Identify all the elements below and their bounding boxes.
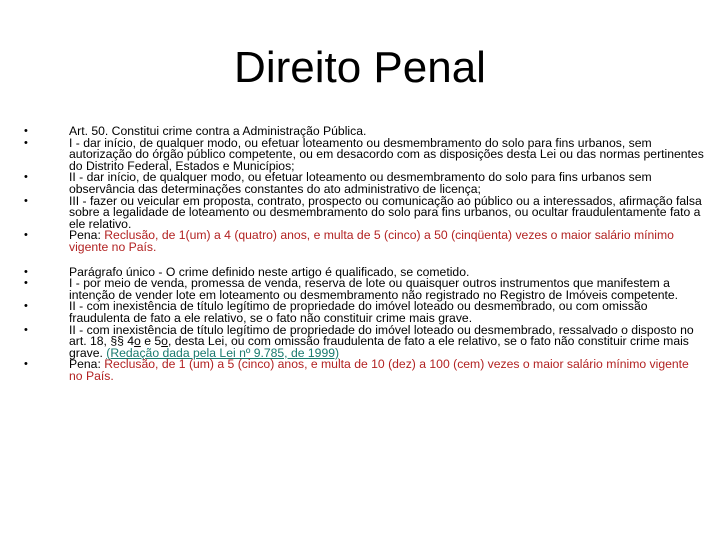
redacao-link[interactable]: (Redação dada pela Lei nº 9.785, de 1999)	[106, 345, 340, 360]
bullet-icon: •	[24, 194, 28, 207]
bullet-icon: •	[24, 265, 28, 278]
list-item-qualificado-ii-redacao	[24, 322, 704, 360]
bullet-icon: •	[24, 171, 28, 184]
list-item-qualificado-ii	[24, 301, 704, 324]
item-text: Art. 50. Constitui crime contra a Administração Pública.	[69, 124, 367, 138]
ordinal-suffix: o	[134, 334, 141, 349]
item-text: Parágrafo único - O crime definido neste artigo é qualificado, se cometido.	[69, 264, 470, 279]
item-text: II - dar início, de qualquer modo, ou efetuar loteamento ou desmembramento do solo para fins urbanos sem observância das determinações constantes do ato administrativo de licença;	[69, 170, 652, 196]
bullet-icon: •	[24, 136, 28, 149]
list-item-pena-qualificada	[24, 359, 704, 382]
item-text: II - com inexistência de título legítimo de propriedade do imóvel loteado ou desmembrado, ou com omissão fraudulenta de fato a ele relativo, se o fato não constituir crime mais grave.	[69, 299, 648, 325]
item-text: III - fazer ou veicular em proposta, contrato, prospecto ou comunicação ao público ou a interessados, afirmação falsa sobre a legalidade de loteamento ou desmembramento do solo para fins urbanos, ou ocultar fraudulentamente fato a ele relativo.	[69, 193, 702, 231]
ordinal-suffix: o	[161, 334, 168, 349]
list-item-inciso-i	[24, 135, 704, 173]
item-text: I - por meio de venda, promessa de venda, reserva de lote ou quaisquer outros instrumentos que manifestem a intenção de vender lote em loteamento ou desmembramento não registrado no Registro de Imóveis competente.	[69, 276, 679, 302]
slide-title: Direito Penal	[234, 43, 486, 92]
pena-text: Reclusão, de 1 (um) a 5 (cinco) anos, e multa de 10 (dez) a 100 (cem) vezes o maior salário mínimo vigente no País.	[69, 357, 689, 383]
bullet-list	[24, 126, 704, 382]
list-item-pena	[24, 230, 704, 253]
bullet-icon: •	[24, 358, 28, 371]
pena-label: Pena:	[69, 357, 105, 372]
item-text-part: e 5	[140, 334, 162, 349]
list-item-qualificado-i	[24, 278, 704, 301]
list-item-inciso-iii	[24, 193, 704, 231]
item-text-part: II - com inexistência de título legítimo de propriedade do imóvel loteado ou desmembrado, ressalvado o disposto no art. 18, §§ 4	[69, 322, 694, 349]
bullet-icon: •	[24, 300, 28, 313]
bullet-icon: •	[24, 229, 28, 242]
list-item-inciso-ii	[24, 172, 704, 195]
item-text-part: , desta Lei, ou com omissão fraudulenta de fato a ele relativo, se o fato não constituir crime mais grave.	[69, 334, 689, 360]
bullet-icon: •	[24, 125, 28, 137]
item-text: I - dar início, de qualquer modo, ou efetuar loteamento ou desmembramento do solo para fins urbanos, sem autorização do órgão público competente, ou em desacordo com as disposições desta Lei ou das normas pertinentes do Distrito Federal, Estados e Municípios;	[69, 135, 704, 173]
pena-text: Reclusão, de 1(um) a 4 (quatro) anos, e multa de 5 (cinco) a 50 (cinqüenta) vezes o maior salário mínimo vigente no País.	[69, 228, 674, 254]
bullet-icon: •	[24, 323, 28, 336]
bullet-icon: •	[24, 277, 28, 290]
pena-label: Pena:	[69, 228, 105, 243]
